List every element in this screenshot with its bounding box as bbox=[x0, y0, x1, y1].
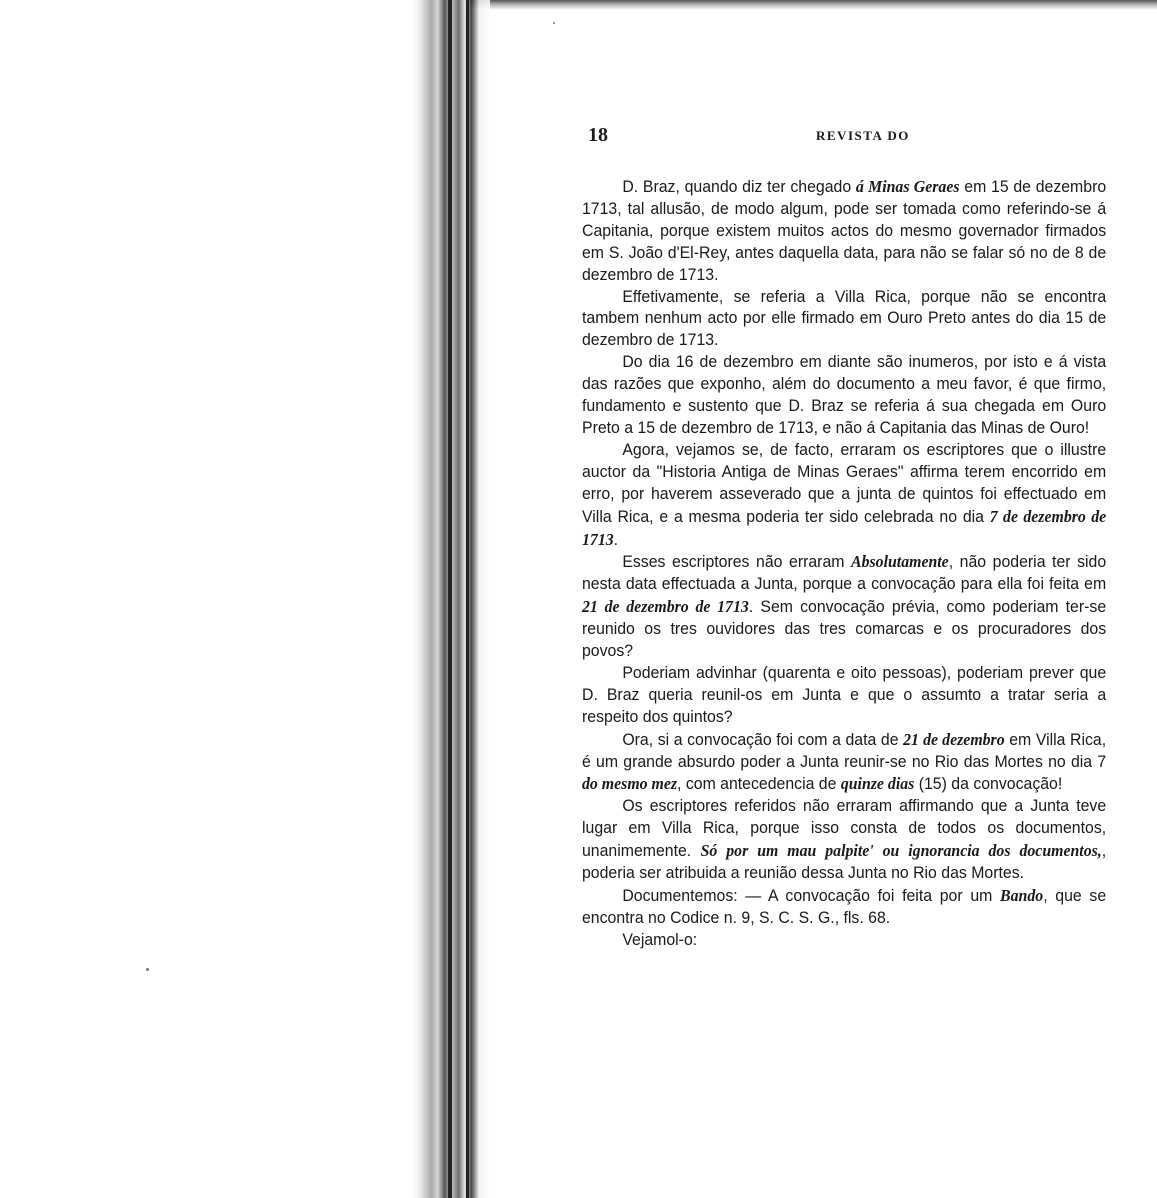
italic-segment: Só por um mau palpite' ou ignorancia dos documentos, bbox=[700, 841, 1102, 861]
paragraph bbox=[582, 551, 1106, 663]
text-segment: Esses escriptores não erraram bbox=[622, 553, 852, 572]
body-text bbox=[582, 176, 1106, 952]
italic-segment: á Minas Geraes bbox=[855, 177, 960, 196]
text-segment: (15) da convocação! bbox=[914, 775, 1063, 794]
spine-edge-line bbox=[448, 0, 452, 1198]
italic-segment: do mesmo mez bbox=[582, 774, 678, 794]
text-segment: em 15 de dezembro 1713, tal allusão, de modo algum, pode ser tomada como referindo-se á Capitania, porque existem muitos actos do mesmo governador firmados em S. João d'El-Rey, antes daquella data, para não se falar só no de 8 de dezembro de 1713. bbox=[582, 178, 1107, 284]
paragraph bbox=[582, 885, 1106, 930]
paragraph bbox=[582, 796, 1106, 885]
text-segment: Documentemos: — A convocação foi feita por um bbox=[622, 887, 1001, 905]
text-segment: , não poderia ter sido nesta data effectuada a Junta, porque a convocação para ella foi feita em bbox=[582, 553, 1107, 594]
italic-segment: 21 de dezembro bbox=[903, 729, 1005, 749]
text-segment: . Sem convocação prévia, como poderiam ter-se reunido os tres ouvidores das tres comarcas e os procuradores dos povos? bbox=[582, 598, 1107, 661]
italic-segment: 21 de dezembro de 1713 bbox=[582, 597, 749, 617]
text-segment: , poderia ser atribuida a reunião dessa Junta no Rio das Mortes. bbox=[582, 842, 1107, 883]
running-head: REVISTA DO bbox=[816, 128, 910, 143]
paragraph bbox=[582, 729, 1106, 797]
page-top-edge-shadow bbox=[470, 0, 1157, 10]
paragraph bbox=[582, 352, 1106, 440]
text-segment: Effetivamente, se referia a Villa Rica, porque não se encontra tambem nenhum acto por elle firmado em Ouro Preto antes do dia 15 de dezembro de 1713. bbox=[582, 287, 1107, 350]
text-segment: Ora, si a convocação foi com a data de bbox=[622, 730, 904, 749]
text-segment: Os escriptores referidos não erraram affirmando que a Junta teve lugar em Villa Rica, porque isso consta de todos os documentos, unanimemente. bbox=[582, 797, 1107, 861]
italic-segment: Absolutamente bbox=[851, 552, 949, 572]
paragraph bbox=[582, 287, 1106, 353]
italic-segment: quinze dias bbox=[840, 774, 915, 794]
text-segment: . bbox=[613, 530, 619, 549]
scan-speck bbox=[553, 22, 555, 24]
spine-edge-line bbox=[466, 0, 469, 1198]
text-segment: Poderiam advinhar (quarenta e oito pessoas), poderiam prever que D. Braz queria reunil-os em Junta e que o assumto a tratar seria a respeito dos quintos? bbox=[582, 663, 1107, 726]
italic-segment: 7 de dezembro de 1713 bbox=[582, 506, 1107, 549]
text-segment: em Villa Rica, é um grande absurdo poder a Junta reunir-se no Rio das Mortes no dia 7 bbox=[582, 730, 1107, 771]
paragraph bbox=[582, 176, 1106, 287]
text-segment: Vejamol-o: bbox=[622, 930, 698, 949]
paragraph bbox=[582, 930, 1106, 952]
paragraph bbox=[582, 440, 1106, 552]
text-segment: , com antecedencia de bbox=[677, 775, 841, 794]
page-number: 18 bbox=[588, 124, 608, 146]
paragraph bbox=[582, 663, 1106, 729]
page-header bbox=[588, 124, 1108, 148]
text-segment: D. Braz, quando diz ter chegado bbox=[622, 178, 856, 196]
scan-speck bbox=[146, 968, 149, 971]
text-segment: Do dia 16 de dezembro em diante são inumeros, por isto e á vista das razões que exponho, além do documento a meu favor, é que firmo, fundamento e sustento que D. Braz se referia á sua chegada em Ouro Preto a 15 de dezembro de 1713, e não á Capitania das Minas de Ouro! bbox=[582, 353, 1107, 437]
text-segment: , que se encontra no Codice n. 9, S. C. S. G., fls. 68. bbox=[582, 887, 1107, 927]
text-segment: Agora, vejamos se, de facto, erraram os escriptores que o illustre auctor da "Historia Antiga de Minas Geraes" affirma terem encorrido em erro, por haverem asseverado que a junta de quintos foi effectuado em Villa Rica, e a mesma poderia ter sido celebrada no dia bbox=[582, 440, 1107, 526]
italic-segment: Bando bbox=[1000, 886, 1044, 905]
